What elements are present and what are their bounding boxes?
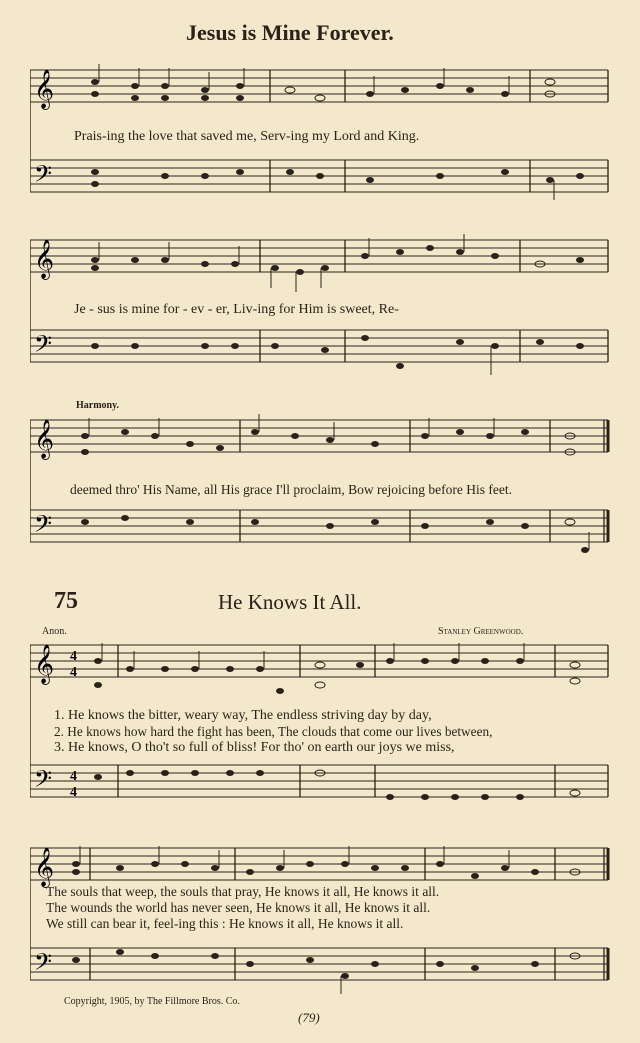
refrain-line-3: We still can bear it, feel-ing this : He knows it all, He knows it all. — [46, 916, 404, 931]
page-number: (79) — [298, 1010, 320, 1025]
treble-clef-icon: 𝄞 — [34, 71, 55, 108]
refrain-line-1: The souls that weep, the souls that pray, He knows it all, He knows it all. — [46, 884, 440, 899]
refrain-line-2: The wounds the world has never seen, He knows it all, He knows it all. — [46, 900, 431, 915]
treble-clef-icon: 𝄞 — [34, 241, 55, 278]
time-signature: 4 — [70, 649, 77, 664]
author-label: Anon. — [42, 626, 67, 637]
harmony-label: Harmony. — [76, 400, 120, 411]
hymn2-title: He Knows It All. — [218, 590, 362, 614]
svg-text:4: 4 — [70, 665, 77, 680]
verse-1-line: 1. He knows the bitter, weary way, The endless striving day by day, — [54, 708, 432, 723]
verse-2-line: 2. He knows how hard the fight has been, The clouds that come our lives between, — [54, 724, 493, 739]
hymn1-lyric-line-2: Je - sus is mine for - ev - er, Liv-ing for Him is sweet, Re- — [74, 302, 399, 317]
bass-clef-icon: 𝄢 — [34, 512, 53, 543]
copyright-notice: Copyright, 1905, by The Fillmore Bros. Co. — [64, 996, 240, 1007]
treble-clef-icon: 𝄞 — [34, 646, 55, 683]
treble-clef-icon: 𝄞 — [34, 421, 55, 458]
hymn-number: 75 — [54, 588, 78, 614]
svg-text:4: 4 — [70, 785, 77, 800]
hymn1-lyric-line-3: deemed thro' His Name, all His grace I'll proclaim, Bow rejoicing before His feet. — [70, 482, 512, 497]
bass-clef-icon: 𝄢 — [34, 950, 53, 981]
hymn1-title: Jesus is Mine Forever. — [186, 20, 394, 45]
bass-clef-icon: 𝄢 — [34, 332, 53, 363]
treble-clef-icon: 𝄞 — [34, 849, 55, 886]
treble-staff — [30, 70, 608, 102]
bass-clef-icon: 𝄢 — [34, 767, 53, 798]
svg-text:4: 4 — [70, 769, 77, 784]
bass-clef-icon: 𝄢 — [34, 162, 53, 193]
hymn1-lyric-line-1: Prais-ing the love that saved me, Serv-ing my Lord and King. — [74, 129, 420, 144]
verse-3-line: 3. He knows, O tho't so full of bliss! For tho' on earth our joys we miss, — [54, 740, 455, 755]
composer-label: Stanley Greenwood. — [438, 626, 524, 637]
